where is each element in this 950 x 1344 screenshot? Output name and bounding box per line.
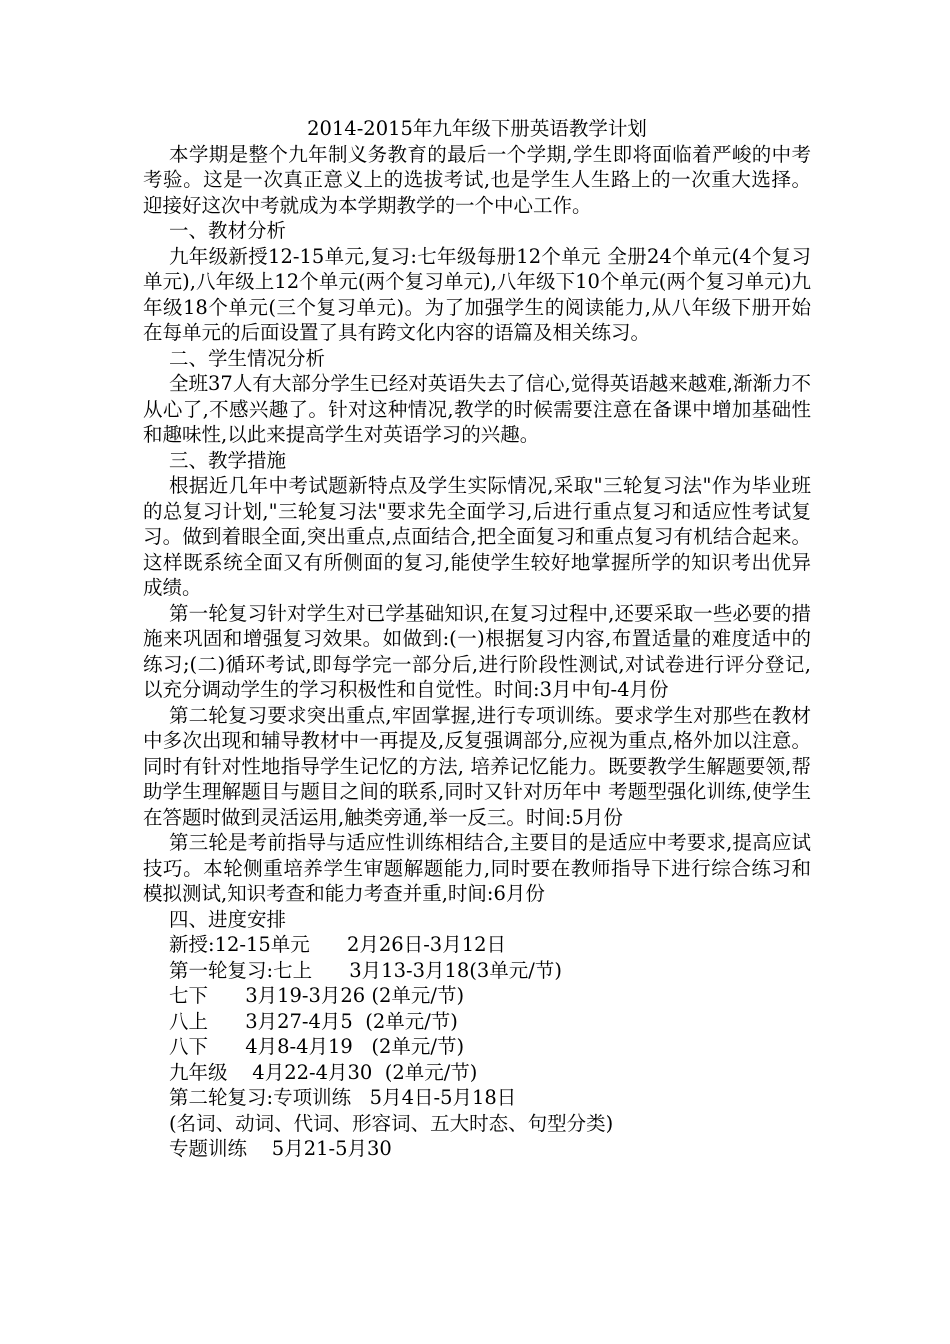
section-heading-student-analysis: 二、学生情况分析 <box>169 346 326 370</box>
schedule-line: (名词、动词、代词、形容词、五大时态、句型分类) <box>169 1111 614 1135</box>
second-round-review-paragraph: 第二轮复习要求突出重点,牢固掌握,进行专项训练。要求学生对那些在教材中多次出现和辅导教材中一再提及,反复强调部分,应视为重点,格外加以注意。同时有针对性地指导学生记忆的方法, 培养记忆能力。既要教学生解题要领,帮助学生理解题目与题目之间的联系,同时又针对历年中 考题型强化训练,使学生在答题时做到灵活运用,触类旁通,举一反三。时间:5月份 <box>143 703 811 829</box>
first-round-review-paragraph: 第一轮复习针对学生对已学基础知识,在复习过程中,还要采取一些必要的措施来巩固和增强复习效果。如做到:(一)根据复习内容,布置适量的难度适中的练习;(二)循环考试,即每学完一部分后,进行阶段性测试,对试卷进行评分登记,以充分调动学生的学习积极性和自觉性。时间:3月中旬-4月份 <box>143 601 811 701</box>
schedule-line: 八上 3月27-4月5 (2单元/节) <box>169 1009 458 1033</box>
schedule-line: 七下 3月19-3月26 (2单元/节) <box>169 984 465 1007</box>
section-heading-teaching-measures: 三、教学措施 <box>169 448 287 472</box>
section-heading-textbook-analysis: 一、教材分析 <box>169 219 287 242</box>
student-analysis-paragraph: 全班37人有大部分学生已经对英语失去了信心,觉得英语越来越难,渐渐力不从心了,不感兴趣了。针对这种情况,教学的时候需要注意在备课中增加基础性和趣味性,以此来提高学生对英语学习的兴趣。 <box>143 372 811 446</box>
schedule-line: 第二轮复习:专项训练 5月4日-5月18日 <box>169 1086 517 1109</box>
schedule-line: 新授:12-15单元 2月26日-3月12日 <box>169 933 507 956</box>
textbook-analysis-paragraph: 九年级新授12-15单元,复习:七年级每册12个单元 全册24个单元(4个复习单元),八年级上12个单元(两个复习单元),八年级下10个单元(两个复习单元)九年级18个单元(三个复习单元)。为了加强学生的阅读能力,从八年级下册开始在每单元的后面设置了具有跨文化内容的语篇及相关练习。 <box>143 244 811 344</box>
document-body <box>143 116 811 1162</box>
third-round-review-paragraph: 第三轮是考前指导与适应性训练相结合,主要目的是适应中考要求,提高应试技巧。本轮侧重培养学生审题解题能力,同时要在教师指导下进行综合练习和模拟测试,知识考查和能力考查并重,时间:6月份 <box>143 831 811 905</box>
teaching-measures-paragraph: 根据近几年中考试题新特点及学生实际情况,采取"三轮复习法"作为毕业班的总复习计划,"三轮复习法"要求先全面学习,后进行重点复习和适应性考试复习。做到着眼全面,突出重点,点面结合,把全面复习和重点复习有机结合起来。这样既系统全面又有所侧面的复习,能使学生较好地掌握所学的知识考出优异成绩。 <box>143 474 811 599</box>
intro-paragraph: 本学期是整个九年制义务教育的最后一个学期,学生即将面临着严峻的中考考验。这是一次真正意义上的选拔考试,也是学生人生路上的一次重大选择。迎接好这次中考就成为本学期教学的一个中心工作。 <box>143 142 811 217</box>
schedule-line: 九年级 4月22-4月30 (2单元/节) <box>169 1060 478 1084</box>
schedule-line: 第一轮复习:七上 3月13-3月18(3单元/节) <box>169 958 562 982</box>
section-heading-schedule: 四、进度安排 <box>169 907 287 931</box>
document-title: 2014-2015年九年级下册英语教学计划 <box>307 117 647 140</box>
schedule-line: 八下 4月8-4月19 (2单元/节) <box>169 1035 465 1058</box>
schedule-line: 专题训练 5月21-5月30 <box>169 1137 392 1160</box>
